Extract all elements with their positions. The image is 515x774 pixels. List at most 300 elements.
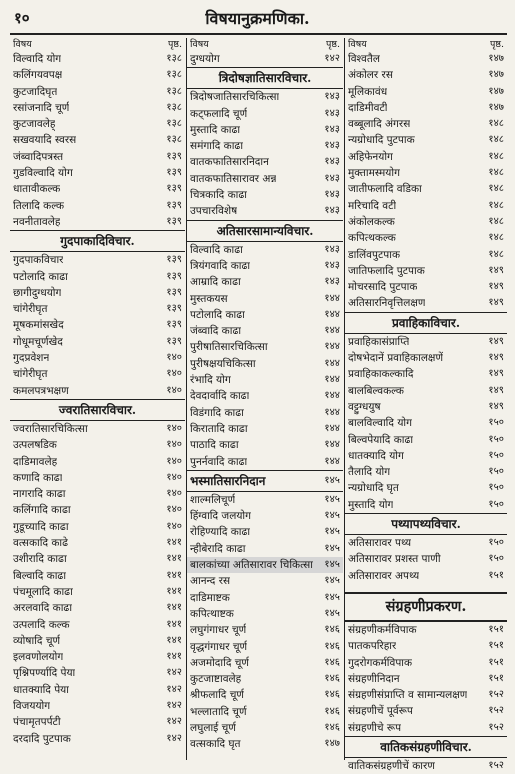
entry-page-number: १५० xyxy=(488,482,504,494)
index-entry xyxy=(10,633,185,649)
index-entry xyxy=(10,682,185,698)
index-entry xyxy=(187,541,343,557)
entry-title: जंब्वादि काढा xyxy=(190,325,242,338)
entry-title: वत्सकादि काढे xyxy=(13,537,69,550)
index-entry xyxy=(187,508,343,524)
entry-page-number: १४७ xyxy=(488,101,504,113)
index-entry xyxy=(187,492,343,508)
entry-page-number: १४३ xyxy=(324,91,340,103)
entry-page-number: १४४ xyxy=(324,439,340,451)
entry-title: ज्वरातिसारचिकित्सा xyxy=(13,422,88,435)
entry-title: वातकफातिसारावर अन्न xyxy=(190,172,277,185)
entry-page-number: १४४ xyxy=(324,292,340,304)
section-title: त्रिदोषज्ञातिसारविचार. xyxy=(218,71,312,86)
index-entry xyxy=(187,258,343,274)
entry-title: न्यग्रोधादि घृत xyxy=(348,482,399,495)
entry-title: कुटजादिघृत xyxy=(13,85,58,98)
entry-title: कपित्थाष्टक xyxy=(190,607,234,620)
index-entry xyxy=(10,714,185,730)
entry-page-number: १४४ xyxy=(324,406,340,418)
index-entry xyxy=(187,89,343,105)
entry-page-number: १४९ xyxy=(488,400,504,412)
entry-title: न्यग्रोधादि पुटपाक xyxy=(348,134,415,147)
entry-title: कमलपत्रभक्षण xyxy=(13,384,69,397)
entry-title: हिंग्वादि जलयोग xyxy=(190,510,252,523)
index-entry xyxy=(345,214,507,230)
index-entry xyxy=(345,263,507,279)
entry-title: उत्पलादि कल्क xyxy=(13,618,70,631)
index-entry xyxy=(345,687,507,703)
index-entry xyxy=(187,606,343,622)
section-heading xyxy=(10,399,185,421)
entry-page-number: १४४ xyxy=(324,325,340,337)
index-column-3 xyxy=(345,38,507,772)
entry-page-number: १३८ xyxy=(166,69,182,81)
index-entry xyxy=(10,535,185,551)
page-label: पृष्ठ. xyxy=(489,39,504,50)
section-heading xyxy=(345,513,507,535)
entry-page-number: १४० xyxy=(166,504,182,516)
entry-page-number: १५२ xyxy=(488,705,504,717)
entry-page-number: १३९ xyxy=(166,199,182,211)
entry-title: कपित्थकल्क xyxy=(348,232,396,245)
entry-title: वट्टुग्धयुष xyxy=(348,400,381,413)
entry-title: कुटजावलेह् xyxy=(13,118,56,131)
index-entry xyxy=(10,437,185,453)
entry-title: अतिसारावर प्रशस्त पाणी xyxy=(348,553,441,566)
page-label: पृष्ठ. xyxy=(325,39,340,50)
entry-title: पुरीषातिसारचिकित्सा xyxy=(190,341,268,354)
entry-page-number: १४८ xyxy=(488,150,504,162)
entry-title: धातक्यादि पेया xyxy=(13,683,69,696)
index-entry xyxy=(345,51,507,67)
index-entry xyxy=(10,269,185,285)
index-entry xyxy=(10,214,185,230)
entry-page-number: १४६ xyxy=(324,689,340,701)
entry-page-number: १४१ xyxy=(166,618,182,630)
entry-page-number: १४८ xyxy=(488,167,504,179)
entry-title: शाल्मलिचूर्ण xyxy=(190,493,236,506)
index-entry xyxy=(10,67,185,83)
entry-page-number: १४२ xyxy=(166,716,182,728)
index-entry xyxy=(187,687,343,703)
index-entry xyxy=(187,154,343,170)
entry-title: लघुलाई चूर्ण xyxy=(190,721,236,734)
index-entry xyxy=(345,671,507,687)
section-heading xyxy=(345,592,507,622)
entry-page-number: १४९ xyxy=(488,352,504,364)
entry-page-number: १३९ xyxy=(166,150,182,162)
index-entry xyxy=(187,356,343,372)
entry-page-number: १४६ xyxy=(324,640,340,652)
entry-title: कुटजाष्टावलेह xyxy=(190,673,242,686)
entry-title: डालिंवपुटपाक xyxy=(348,248,401,261)
section-heading xyxy=(187,220,343,242)
entry-page-number: १३८ xyxy=(166,134,182,146)
entry-title: समंगादि काढा xyxy=(190,140,244,153)
entry-page-number: १४० xyxy=(166,439,182,451)
index-column-1 xyxy=(10,38,185,760)
entry-title: कलिंगयवपक्ष xyxy=(13,69,63,82)
index-entry xyxy=(345,448,507,464)
entry-title: दाडिमावलेह xyxy=(13,455,58,468)
entry-title: अंकोलकल्क xyxy=(348,215,395,228)
entry-title: तिलादि कल्क xyxy=(13,199,65,212)
entry-page-number: १३८ xyxy=(166,101,182,113)
entry-page-number: १३९ xyxy=(166,254,182,266)
entry-page-number: १५१ xyxy=(488,640,504,652)
header-rule xyxy=(10,33,507,35)
entry-page-number: १५० xyxy=(488,553,504,565)
entry-page-number: १४५ xyxy=(324,542,340,554)
index-entry xyxy=(187,187,343,203)
entry-title: संग्रहणीनिदान xyxy=(348,672,400,685)
index-entry xyxy=(10,421,185,437)
subject-label: विषय xyxy=(190,39,209,50)
index-entry xyxy=(10,383,185,399)
entry-page-number: १४५ xyxy=(324,526,340,538)
entry-title: अतिसारनिवृत्तिलक्षण xyxy=(348,297,426,310)
entry-page-number: १३८ xyxy=(166,53,182,64)
index-entry xyxy=(10,285,185,301)
section-title: संग्रहणीप्रकरण. xyxy=(385,597,467,615)
entry-title: जातिफलादि पुटपाक xyxy=(348,264,425,277)
entry-page-number: १४८ xyxy=(488,118,504,130)
entry-page-number: १४० xyxy=(166,384,182,396)
entry-title: अजमोदादि चूर्ण xyxy=(190,656,249,669)
index-entry xyxy=(10,731,185,747)
entry-title: मूषकमांसखेद xyxy=(13,319,64,332)
index-entry xyxy=(345,383,507,399)
entry-page-number: १४१ xyxy=(166,651,182,663)
section-heading xyxy=(345,736,507,758)
entry-title: दुग्धयोग xyxy=(190,53,220,65)
entry-page-number: १५० xyxy=(488,537,504,549)
entry-title: बालकांच्या अतिसारावर चिकित्सा xyxy=(190,559,313,572)
index-entry xyxy=(10,665,185,681)
section-title: अतिसारसामान्यविचार. xyxy=(216,223,314,238)
entry-page-number: १३९ xyxy=(166,183,182,195)
entry-title: पंचामृतपर्पटी xyxy=(13,716,61,729)
entry-page-number: १४० xyxy=(166,471,182,483)
index-entry xyxy=(187,590,343,606)
entry-title: उशीरादि काढा xyxy=(13,553,67,566)
entry-page-number: १४६ xyxy=(324,705,340,717)
subject-label: विषय xyxy=(348,39,367,50)
index-entry xyxy=(10,100,185,116)
entry-title: त्रिदोषजातिसारचिकित्सा xyxy=(190,91,280,104)
index-entry xyxy=(345,198,507,214)
entry-title: मुस्तादि योग xyxy=(348,498,394,511)
index-entry xyxy=(345,100,507,116)
entry-title: दोषभेदानें प्रवाहिकालक्षणें xyxy=(348,352,444,365)
entry-title: मुस्तादि काढा xyxy=(190,123,241,136)
entry-title: कलिंगादि काढा xyxy=(13,504,71,517)
index-entry xyxy=(187,655,343,671)
entry-page-number: १५० xyxy=(488,433,504,445)
index-entry xyxy=(345,295,507,311)
index-entry xyxy=(10,366,185,382)
index-entry xyxy=(10,519,185,535)
page-number: १० xyxy=(14,9,30,27)
entry-title: दाडिमाष्टक xyxy=(190,591,230,604)
section-title: प्रवाहिकाविचार. xyxy=(391,315,460,330)
entry-title: गुदप्रवेशन xyxy=(13,352,50,365)
entry-title: अतिसारावर अपथ्य xyxy=(348,569,420,582)
index-entry xyxy=(345,350,507,366)
index-entry xyxy=(10,51,185,67)
section-heading xyxy=(187,470,343,492)
entry-title: लघुगंगाधर चूर्ण xyxy=(190,624,247,637)
entry-title: चांगेरीघृत xyxy=(13,303,48,316)
entry-page-number: १४३ xyxy=(324,243,340,255)
entry-page-number: १४६ xyxy=(324,721,340,733)
entry-title: उत्पलषडिक xyxy=(13,439,57,452)
entry-page-number: १५० xyxy=(488,466,504,478)
index-entry xyxy=(10,198,185,214)
index-entry xyxy=(187,622,343,638)
entry-page-number: १५१ xyxy=(488,569,504,581)
entry-title: मूलिकावंध xyxy=(348,85,388,98)
entry-title: संग्रहणीचे रूप xyxy=(348,721,402,734)
index-entry xyxy=(10,617,185,633)
section-title: ज्वरातिसारविचार. xyxy=(58,402,137,417)
entry-page-number: १४९ xyxy=(488,264,504,276)
entry-title: धातक्यादि योग xyxy=(348,449,404,462)
index-entry xyxy=(187,388,343,404)
entry-page-number: १४५ xyxy=(324,591,340,603)
index-entry xyxy=(187,437,343,453)
entry-title: किरातादि काढा xyxy=(190,422,248,435)
index-entry xyxy=(10,470,185,486)
entry-title: गुदरोगकर्मविपाक xyxy=(348,656,413,669)
entry-title: पंचमूलादि काढा xyxy=(13,585,73,598)
index-entry xyxy=(345,480,507,496)
entry-page-number: १४८ xyxy=(488,248,504,260)
entry-title: संग्रहणीकर्मविपाक xyxy=(348,623,417,636)
index-entry xyxy=(187,339,343,355)
section-heading xyxy=(10,230,185,252)
entry-page-number: १३९ xyxy=(166,286,182,298)
entry-title: उपचारविशेष xyxy=(190,205,238,218)
index-entry xyxy=(187,323,343,339)
entry-title: विजययोग xyxy=(13,699,51,712)
entry-title: संग्रहणीचें पूर्वरूप xyxy=(348,705,413,718)
entry-page-number: १४२ xyxy=(166,683,182,695)
entry-title: विडंगादि काढा xyxy=(190,406,244,419)
index-entry xyxy=(187,307,343,323)
entry-page-number: १५० xyxy=(488,498,504,510)
entry-page-number: १४० xyxy=(166,520,182,532)
entry-title: देवदार्वादि काढा xyxy=(190,390,250,403)
index-entry xyxy=(345,415,507,431)
index-entry xyxy=(345,568,507,584)
entry-title: वत्सकादि घृत xyxy=(190,738,241,751)
entry-page-number: १३८ xyxy=(166,118,182,130)
index-entry xyxy=(10,116,185,132)
section-title: वातिकसंग्रहणीविचार. xyxy=(380,739,472,754)
entry-title: मुस्तकयस xyxy=(190,292,228,305)
index-entry xyxy=(187,421,343,437)
entry-title: पृश्निपर्ण्यादि पेया xyxy=(13,667,76,680)
entry-title: प्रवाहिकाकल्कादि xyxy=(348,368,414,381)
entry-title: गुडूच्यादि काढा xyxy=(13,520,69,533)
page-label: पृष्ठ. xyxy=(167,39,182,50)
entry-title: कट्फलादि चूर्ण xyxy=(190,107,248,120)
entry-title: आनन्द रस xyxy=(190,575,231,588)
index-entry xyxy=(10,584,185,600)
entry-page-number: १४८ xyxy=(488,134,504,146)
index-column-2 xyxy=(187,38,343,760)
index-entry xyxy=(187,122,343,138)
entry-page-number: १४४ xyxy=(324,374,340,386)
index-entry xyxy=(10,454,185,470)
entry-page-number: १४१ xyxy=(166,553,182,565)
entry-title: पटोलादि काढा xyxy=(13,270,68,283)
entry-page-number: १४३ xyxy=(324,107,340,119)
entry-title: रंभादि योग xyxy=(190,374,231,387)
entry-title: संग्रहणीसंप्राप्ति व सामान्यलक्षण xyxy=(348,689,468,702)
entry-title: चांगेरीघृत xyxy=(13,368,48,381)
entry-title: गोधूमचूर्णखेद xyxy=(13,335,63,348)
index-entry xyxy=(345,551,507,567)
index-entry xyxy=(345,720,507,736)
entry-page-number: १३९ xyxy=(166,319,182,331)
index-entry xyxy=(10,334,185,350)
entry-page-number: १४९ xyxy=(488,335,504,347)
entry-title: बालविल्वादि योग xyxy=(348,417,413,430)
entry-title: प्रवाहिकासंप्राप्ति xyxy=(348,335,410,348)
index-entry xyxy=(187,639,343,655)
entry-page-number: १५२ xyxy=(488,759,504,771)
entry-title: पाठादि काढा xyxy=(190,439,239,452)
entry-page-number: १४९ xyxy=(488,281,504,293)
index-entry xyxy=(187,524,343,540)
index-entry xyxy=(345,132,507,148)
entry-title: पुनर्नवादि काढा xyxy=(190,455,248,468)
index-entry xyxy=(345,497,507,513)
entry-title: अहिफेनयोग xyxy=(348,150,393,163)
entry-title: गुडविल्वादि योग xyxy=(13,167,73,180)
entry-page-number: १४३ xyxy=(324,276,340,288)
entry-page-number: १४७ xyxy=(488,53,504,64)
subject-label: विषय xyxy=(13,39,32,50)
entry-title: वृद्धगंगाधर चूर्ण xyxy=(190,640,248,653)
entry-title: विल्वादि काढा xyxy=(190,243,243,256)
entry-title: वातिकसंग्रहणीचें कारण xyxy=(348,759,435,772)
index-entry xyxy=(345,165,507,181)
index-entry xyxy=(345,758,507,774)
index-entry xyxy=(345,279,507,295)
index-entry xyxy=(187,242,343,258)
entry-title: त्रियंगवादि काढा xyxy=(190,259,251,272)
entry-page-number: १४० xyxy=(166,368,182,380)
index-entry xyxy=(187,372,343,388)
index-entry xyxy=(187,138,343,154)
entry-title: नवनीतावलेह xyxy=(13,215,61,228)
page-title: विषयानुक्रमणिका. xyxy=(205,9,310,28)
index-entry xyxy=(187,171,343,187)
index-entry xyxy=(10,181,185,197)
entry-page-number: १४९ xyxy=(488,368,504,380)
index-entry xyxy=(345,366,507,382)
entry-page-number: १४९ xyxy=(488,384,504,396)
index-entry xyxy=(345,655,507,671)
entry-title: विश्वतैल xyxy=(348,53,380,65)
entry-page-number: १५२ xyxy=(488,721,504,733)
index-entry xyxy=(187,704,343,720)
entry-page-number: १३९ xyxy=(166,215,182,227)
entry-title: श्रीफलादि चूर्ण xyxy=(190,689,244,702)
entry-page-number: १३९ xyxy=(166,270,182,282)
entry-title: गुदपाकविचार xyxy=(13,254,64,267)
entry-title: व्योषादि चूर्ण xyxy=(13,634,61,647)
entry-title: पातकपरिहार xyxy=(348,640,397,653)
entry-page-number: १३९ xyxy=(166,303,182,315)
entry-title: नागरादि काढा xyxy=(13,488,66,501)
entry-page-number: १४८ xyxy=(488,199,504,211)
index-entry xyxy=(187,573,343,589)
entry-page-number: १५१ xyxy=(488,656,504,668)
entry-page-number: १४९ xyxy=(488,297,504,309)
entry-page-number: १४३ xyxy=(324,156,340,168)
entry-page-number: १४० xyxy=(166,455,182,467)
entry-title: मोचरसादि पुटपाक xyxy=(348,281,418,294)
section-heading xyxy=(187,67,343,89)
entry-title: मुक्तामस्मयोग xyxy=(348,167,400,180)
column-header xyxy=(10,38,185,51)
entry-title: छागीदुग्धयोग xyxy=(13,286,62,299)
entry-title: बिल्वपेयादि काढा xyxy=(348,433,414,446)
index-entry xyxy=(10,165,185,181)
entry-title: विल्वादि योग xyxy=(13,53,62,65)
entry-page-number: १४२ xyxy=(166,667,182,679)
entry-page-number: १४३ xyxy=(324,189,340,201)
index-entry xyxy=(345,84,507,100)
entry-page-number: १४१ xyxy=(166,537,182,549)
entry-page-number: १४४ xyxy=(324,390,340,402)
section-page-number: १४५ xyxy=(324,474,340,486)
entry-title: अरलवादि काढा xyxy=(13,602,73,615)
index-entry xyxy=(10,551,185,567)
index-entry xyxy=(10,698,185,714)
entry-page-number: १४१ xyxy=(166,585,182,597)
index-entry xyxy=(10,600,185,616)
entry-page-number: १४४ xyxy=(324,357,340,369)
index-entry xyxy=(345,230,507,246)
section-heading xyxy=(345,312,507,334)
entry-title: अतिसारावर पथ्य xyxy=(348,537,412,550)
entry-page-number: १४० xyxy=(166,488,182,500)
entry-page-number: १४८ xyxy=(488,183,504,195)
entry-page-number: १४३ xyxy=(324,123,340,135)
entry-title: धातावीकल्क xyxy=(13,183,61,196)
entry-page-number: १४६ xyxy=(324,624,340,636)
index-entry xyxy=(187,106,343,122)
entry-title: चित्रकादि काढा xyxy=(190,189,248,202)
index-entry xyxy=(10,84,185,100)
entry-title: वब्बूलादि अंगरस xyxy=(348,118,411,131)
index-entry xyxy=(345,334,507,350)
entry-title: कणादि काढा xyxy=(13,471,63,484)
index-entry xyxy=(10,301,185,317)
entry-page-number: १५० xyxy=(488,417,504,429)
index-entry xyxy=(345,535,507,551)
index-entry xyxy=(187,736,343,752)
entry-page-number: १५२ xyxy=(488,689,504,701)
index-entry xyxy=(345,703,507,719)
entry-page-number: १४५ xyxy=(324,493,340,505)
